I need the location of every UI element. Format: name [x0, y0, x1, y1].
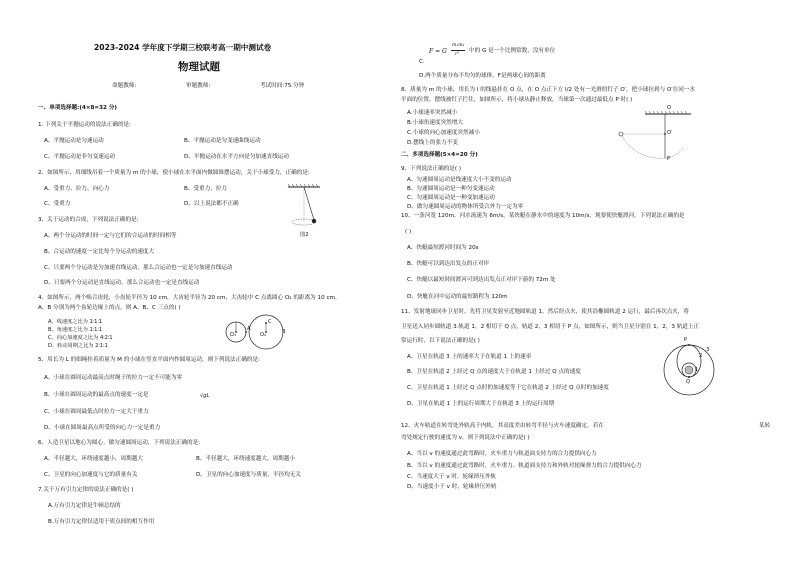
q8-label-oprime: O′	[667, 130, 673, 136]
q4-option-a: A、线速度之比为 1∶1∶1	[48, 319, 103, 325]
q4-option-c: C、向心加速度之比为 4∶2∶1	[48, 335, 113, 341]
q12-stem-line2: 弯处规定行驶的速度为 v，则下列说法中正确的是( )	[401, 435, 530, 441]
q11-label-2: 2	[699, 353, 703, 359]
q8-option-d: D.摆线上的张力不变	[407, 140, 458, 146]
q12-option-b: B、当以 v 的速度通过此弯路时，火车重力、轨道面支持力和外轨对轮缘弹力的合力提供向心力	[407, 463, 642, 469]
q7-option-c-prefix: C.	[419, 59, 425, 65]
q8-option-a: A.小球速率突然减小	[407, 110, 458, 116]
time-label: 考试时间:75 分钟	[260, 83, 305, 89]
q2-option-d: D、以上说法都不正确	[184, 201, 239, 207]
q6-option-b: B、半径越大，环绕速度越大，周期越小	[196, 456, 295, 462]
q4-label-c: C	[268, 319, 272, 325]
q10-paren: ( )	[405, 229, 412, 235]
q11-option-a: A、卫星在轨道 3 上的速率大于在轨道 1 上的速率	[407, 354, 532, 360]
q4-stem-line1: 4、如图所示，两个啮合齿轮，小齿轮半径为 10 cm，大齿轮半径为 20 cm，大齿轮中 C 点离圆心 O₂ 的距离为 10 cm，	[38, 295, 341, 301]
q2-option-c: C、受重力	[44, 201, 71, 207]
q1-option-a: A、平抛运动是匀速运动	[44, 138, 104, 144]
q10-option-a: A、快艇最短渡河时间为 20s	[407, 245, 479, 251]
q9-option-b: B、匀速圆周运动是一种匀变速运动	[407, 186, 495, 192]
q11-stem-line1: 11、发射地球同步卫星时，先将卫星发射至近地圆轨道 1，然后经点火，使其沿椭圆轨道 2 运行，最后再次点火，将	[401, 309, 690, 315]
author-label: 命题教师:	[112, 83, 137, 89]
q11-option-c: C、卫星在轨道 1 上经过 Q 点时的加速度等于它在轨道 2 上经过 Q 点时的加速度	[407, 385, 609, 391]
q4-label-a: A	[247, 326, 251, 332]
q9-stem: 9、下列说法正确的是( )	[401, 166, 462, 172]
q3-option-c: C、只要两个分运动是匀加速直线运动，那么合运动也一定是匀加速直线运动	[44, 265, 233, 271]
q1-option-b: B、平抛运动是匀变速曲线运动	[184, 138, 261, 144]
q10-option-b: B、快艇可以到达出发点的正对岸	[407, 261, 490, 267]
reviewer-label: 审题教师:	[186, 83, 211, 89]
q2-figure-label: 图2	[300, 232, 309, 238]
q11-option-d: D、卫星在轨道 1 上的运行周期大于在轨道 3 上的运行周期	[407, 401, 555, 407]
q3-option-a: A、两个分运动的时间一定与它们的合运动的时间相等	[44, 233, 177, 239]
q11-stem-line3: 常运行时，以下说法正确的是( )	[401, 338, 480, 344]
q11-label-p: P	[684, 337, 688, 343]
q4-option-b: B、角速度之比为 1∶1∶1	[48, 327, 103, 333]
q11-option-b: B、卫星在轨道 2 上经过 Q 点的速度大于在轨道 1 上经过 Q 点的速度	[407, 369, 581, 375]
q12-stem-line1-tail: 某转	[759, 423, 771, 429]
q7-formula-numerator: m₁m₂	[452, 43, 465, 48]
q8-stem-line1: 8、质量为 m 的小球，用长为 l 的线悬挂在 O 点，在 O 点正下方 l/2 处有一光滑的钉子 O′，把小球拉到与 O′在同一水	[401, 87, 695, 93]
q7-option-d: D.两个质量分布不均匀的球体，F是两球心间的距离	[419, 73, 546, 79]
q8-option-b: B.小球角速度突然增大	[407, 120, 463, 126]
q4-stem-line2: A、B 分别为两个齿轮边缘上的点，则 A、B、C 三点的( )	[38, 305, 181, 311]
q9-option-a: A、匀速圆周运动是线速度大小不变的运动	[407, 177, 512, 183]
q8-label-p: P	[667, 156, 671, 162]
q8-option-c: C.小球的向心加速度突然减小	[407, 130, 480, 136]
q7-option-a: A.万有引力定律是牛顿总结的	[48, 503, 121, 509]
q2-stem: 2、如图所示，用细线吊着一个质量为 m 的小球，使小球在水平面内做圆锥摆运动，关于小球受力，正确的是:	[38, 170, 310, 176]
section2-heading: 二、多项选择题(5×4=20 分)	[401, 152, 478, 158]
q1-stem: 1. 下列关于平抛运动的说法正确的是:	[38, 122, 131, 128]
q7-option-b: B.万有引力定律仅适用于质点间的相互作用	[48, 519, 155, 525]
q10-option-d: D、快艇在河中运动的最短路程为 120m	[407, 294, 508, 300]
q8-stem-line2: 平面的位置，摆线被钉子拦住，如图所示，将小球从静止释放，当球第一次通过最低点 P 时( )	[401, 97, 633, 103]
q11-stem-line2: 卫星送入同步圆轨道 3.轨道 1，2 相切于 Q 点，轨道 2，3 相切于 P 点，如图所示，则当卫星分别在 1，2，3 轨道上正	[401, 324, 700, 330]
q9-option-d: D、做匀速圆周运动的物体所受合外力一定为零	[407, 204, 524, 210]
q6-stem: 6、人造卫星以地心为圆心，做匀速圆周运动，下列说法正确的是:	[38, 440, 201, 446]
q6-option-a: A、半径越大，环绕速度越小，周期越大	[44, 456, 143, 462]
q12-option-d: D、当速度小于 v 时，轮缘挤压外轨	[407, 484, 497, 490]
q11-label-1: 1	[695, 367, 699, 373]
section1-heading: 一、单项选择题:(4×8=32 分)	[38, 105, 117, 111]
q4-option-d: D、转动周期之比为 2∶1∶1	[48, 343, 108, 349]
q7-option-c-text: 中的 G 是一个比例常数，没有单位	[469, 48, 556, 54]
q9-option-c: C、匀速圆周运动是一种变加速运动	[407, 195, 495, 201]
q11-label-3: 3	[706, 347, 710, 353]
exam-title: 2023-2024 学年度下学期三校联考高一期中测试卷	[94, 43, 272, 52]
q2-option-a: A、受重力、拉力、向心力	[44, 186, 110, 192]
q4-label-o1: O₁	[230, 332, 237, 338]
q7-formula-f: F = G	[429, 48, 447, 55]
q4-gears-figure	[222, 314, 286, 350]
q4-label-b: B	[282, 329, 286, 335]
q3-stem: 3、关于运动的合成，下列说法正确的是:	[38, 217, 139, 223]
q6-option-d: D、卫星的向心加速度与质量，半径均无关	[196, 472, 301, 478]
q8-pendulum-figure	[617, 104, 693, 164]
q8-label-o: O	[667, 105, 672, 111]
q11-orbits-figure	[661, 337, 717, 398]
q5-option-a: A、小球在圆周运动最高点时绳子的拉力一定不可能为零	[44, 375, 183, 381]
q2-option-b: B、受重力、拉力	[184, 186, 227, 192]
q3-option-b: B、合运动的速度一定比每个分运动的速度大	[44, 249, 155, 255]
q5-option-b-sqrt-gl: √gL	[200, 393, 210, 399]
q12-option-a: A、当以 v 的速度通过此弯路时，火车重力与轨道面支持力的合力提供向心力	[407, 451, 597, 457]
q7-formula-fraction-bar	[451, 50, 465, 51]
exam-subtitle: 物理试题	[178, 61, 220, 73]
q5-option-c: C、小球在圆周最低点时拉力一定大于重力	[44, 409, 149, 415]
q12-stem-line1: 12、火车轨道在转弯处外轨高于内轨，其高度差由转弯半径与火车速度确定。若在	[401, 423, 604, 429]
q12-option-c: C、当速度大于 v 时，轮缘挤压外轨	[407, 474, 497, 480]
q4-label-o2: O₂	[260, 332, 267, 338]
q1-option-d: D、平抛运动在水平方向是匀加速直线运动	[184, 154, 289, 160]
q2-conical-pendulum-figure	[284, 184, 324, 236]
q10-option-c: C、快艇以最短时间渡河可到达出发点正对岸下游的 72m 处	[407, 277, 556, 283]
q11-label-q: Q	[686, 379, 691, 385]
q1-option-c: C、平抛运动是非匀变速运动	[44, 154, 116, 160]
q7-formula-denominator: r²	[455, 52, 460, 57]
q5-option-b: B、小球在圆周运动的最高点的速度一定是	[44, 392, 149, 398]
q5-stem: 5、用长为 L 的细绳拴着质量为 M 的小球在竖直平面内作圆周运动，则下列说法正确的是:	[38, 357, 260, 363]
q3-option-d: D、只要两个分运动是直线运动，那么合运动也一定是直线运动	[44, 280, 200, 286]
q10-stem: 10、一条河宽 120m，河水流速为 6m/s，某快艇在静水中的速度为 10m/s，现要使快艇渡河，下列说法正确的是	[401, 213, 685, 219]
q7-stem: 7.关于万有引力定律的说法正确的是( )	[38, 487, 134, 493]
q6-option-c: C、卫星的向心加速度与它的质量有关	[44, 472, 138, 478]
q5-option-d: D、小球在圆周最高点所受的向心力一定是重力	[44, 425, 161, 431]
right-column	[397, 0, 794, 562]
